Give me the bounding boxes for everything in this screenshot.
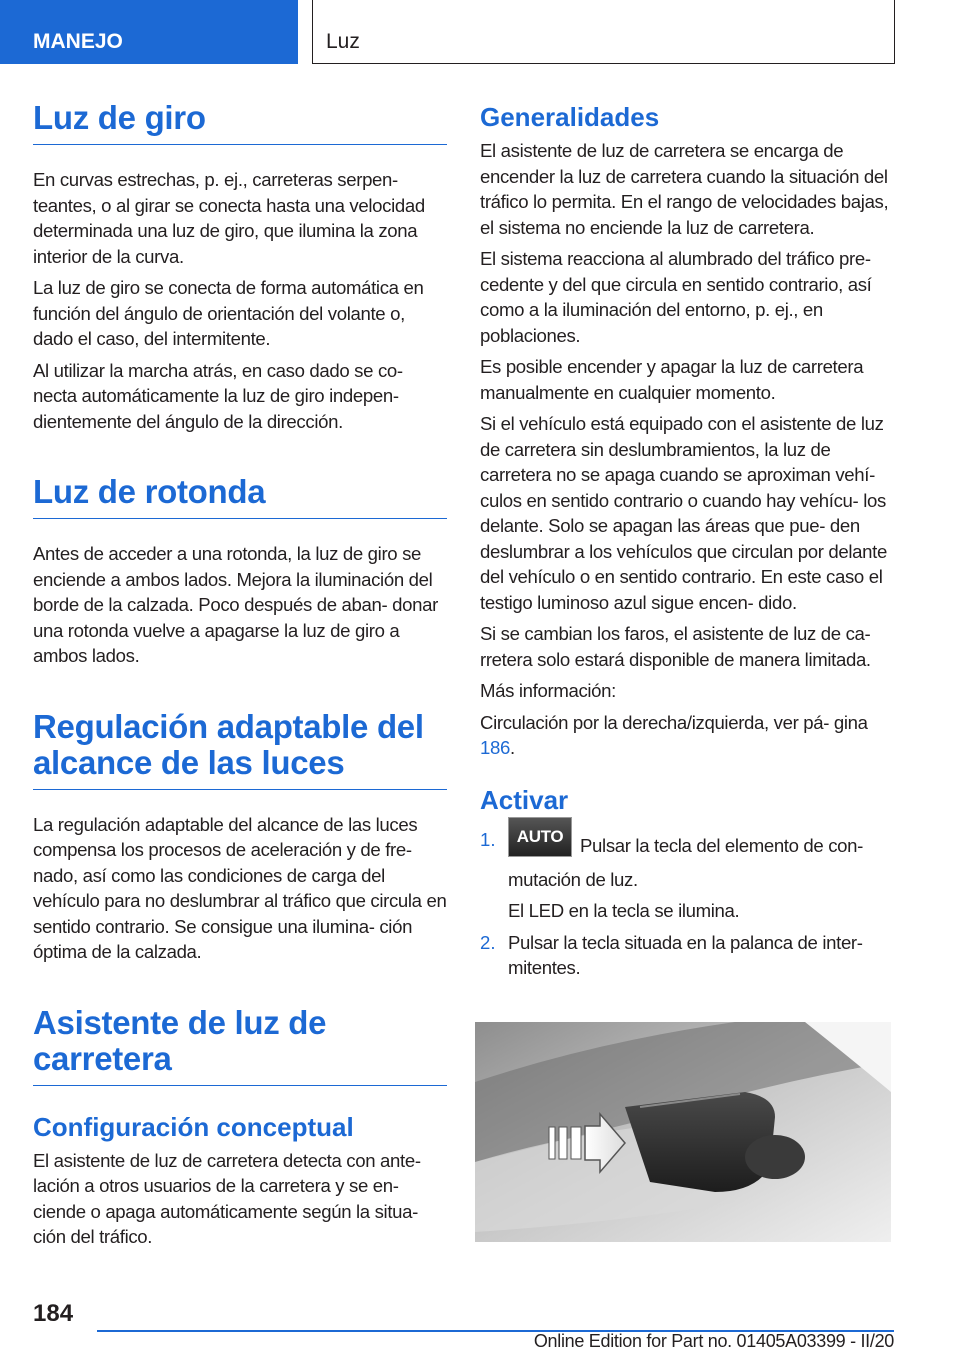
page-number: 184 (33, 1300, 74, 1327)
paragraph-reference (480, 710, 894, 761)
paragraph: Más información: (480, 680, 616, 701)
paragraph: El sistema reacciona al alumbrado del tráfico pre‐ cedente y del que circula en sentido contrario, así como a la iluminación del entorno, p. ej., en poblaciones. (480, 248, 872, 346)
paragraph: Al utilizar la marcha atrás, en caso dado se co‐ necta automáticamente la luz de giro indepen‐ dientemente del ángulo de la dirección. (33, 359, 403, 432)
step-2 (480, 930, 894, 981)
paragraph: La luz de giro se conecta de forma automática en función del ángulo de orientación del volante o, dado el caso, del intermitente. (33, 277, 424, 349)
chapter-header (312, 0, 895, 64)
step-number: 1. (480, 828, 496, 850)
subheading-activar: Activar (480, 784, 569, 815)
paragraph: La regulación adaptable del alcance de las luces compensa los procesos de aceleración y de fre‐ nado, así como las condiciones de carga del vehículo para no deslumbrar al tráfico que circula en sentido contrario. Se consigue una ilumina‐ ción óptima de la calzada. (33, 813, 447, 962)
paragraph: Es posible encender y apagar la luz de carretera manualmente en cualquier momento. (480, 356, 864, 403)
section-label: MANEJO (33, 30, 123, 53)
step-number: 2. (480, 931, 496, 953)
section-tab (0, 0, 298, 64)
subheading-configuracion: Configuración conceptual (33, 1111, 354, 1142)
heading-asistente-luz-carretera: Asistente de luz de carretera (33, 1005, 447, 1086)
page-link[interactable]: 186 (480, 737, 510, 758)
step-note: El LED en la tecla se ilumina. (508, 900, 740, 921)
paragraph: El asistente de luz de carretera se encarga de encender la luz de carretera cuando la situación del tráfico lo permita. En el rango de velocidades bajas, el sistema no enciende la luz de carretera. (480, 140, 889, 238)
step-text: Pulsar la tecla del elemento de con‐ mutación de luz. (508, 834, 864, 890)
paragraph: El asistente de luz de carretera detecta con ante‐ lación a otros usuarios de la carretera y se en‐ ciende o apaga automáticamente según la situa‐ ción del tráfico. (33, 1149, 421, 1247)
heading-regulacion-adaptable: Regulación adaptable del alcance de las luces (33, 709, 447, 790)
paragraph: Si el vehículo está equipado con el asistente de luz de carretera sin deslumbramientos, la luz de carretera no se apaga cuando se aproximan vehí‐ culos en sentido contrario o cuando hay vehícu‐ los delante. Solo se apagan las áreas que pue‐ den deslumbrar a los vehículos que circulan por delante del vehículo o en sentido contrario. En este caso el testigo luminoso azul sigue encen‐ dido. (480, 413, 887, 613)
paragraph: Antes de acceder a una rotonda, la luz de giro se enciende a ambos lados. Mejora la iluminación del borde de la calzada. Poco después de aban‐ donar una rotonda vuelve a apagarse la luz de giro a ambos lados. (33, 543, 438, 666)
auto-button-icon: AUTO (508, 817, 572, 857)
reference-end: . (509, 737, 515, 758)
reference-text: Circulación por la derecha/izquierda, ver pá‐ gina (480, 711, 868, 733)
paragraph: En curvas estrechas, p. ej., carreteras serpen‐ teantes, o al girar se conecta hasta una velocidad determinada una luz de giro, que ilumina la zona interior de la curva. (33, 169, 425, 267)
chapter-label: Luz (326, 30, 360, 53)
step-1 (480, 827, 894, 924)
heading-luz-de-giro: Luz de giro (33, 100, 447, 145)
right-column (480, 100, 894, 987)
turn-signal-lever-illustration (475, 1022, 891, 1242)
step-text: Pulsar la tecla situada en la palanca de inter‐ mitentes. (508, 931, 863, 978)
edition-note: Online Edition for Part no. 01405A03399 - II/20 (533, 1331, 894, 1351)
left-column (33, 100, 447, 1256)
heading-luz-de-rotonda: Luz de rotonda (33, 474, 447, 519)
subheading-generalidades: Generalidades (480, 102, 660, 132)
paragraph: Si se cambian los faros, el asistente de luz de ca‐ rretera solo estará disponible de manera limitada. (480, 623, 871, 670)
